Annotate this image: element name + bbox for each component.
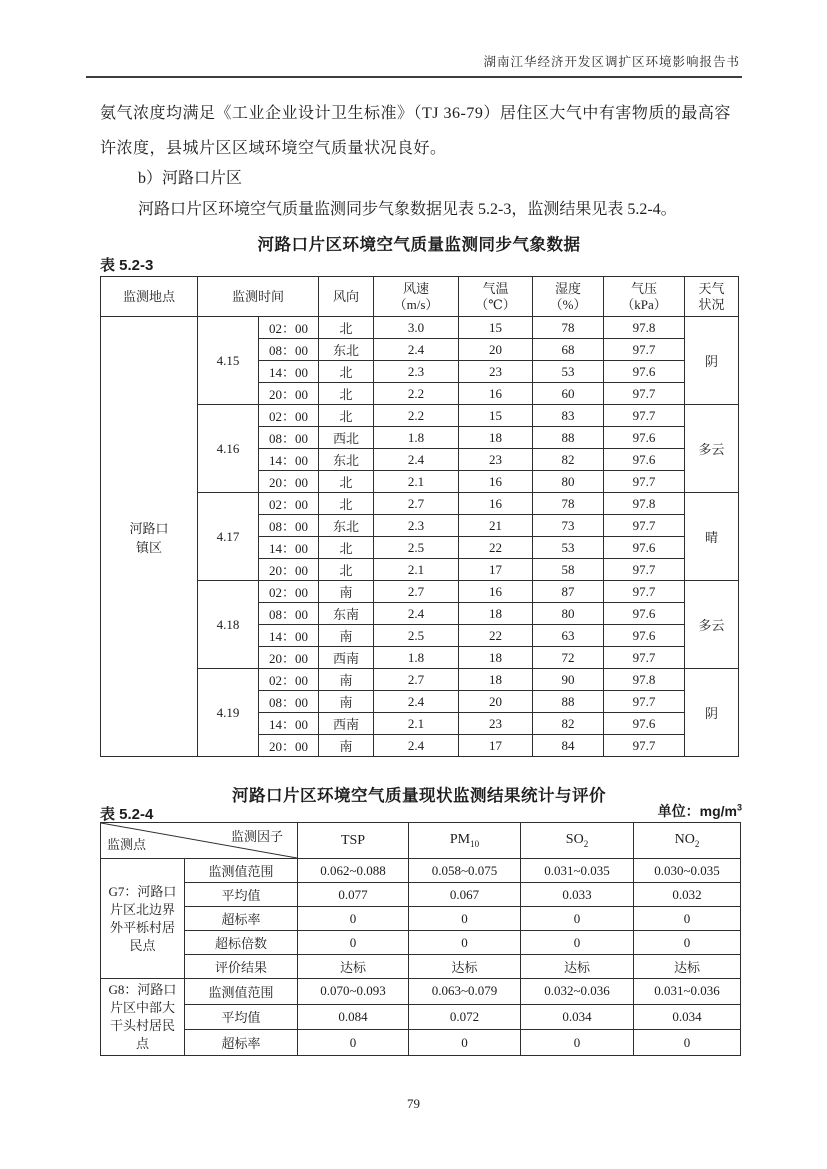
result-data-row <box>101 1004 741 1030</box>
result-table-label: 表 5.2-4 <box>100 806 154 823</box>
diagonal-header-cell <box>101 823 298 859</box>
value-cell: 0.062~0.088 <box>298 859 409 883</box>
time-cell: 02：00 <box>259 405 319 427</box>
date-cell: 4.16 <box>198 405 259 493</box>
time-cell: 14：00 <box>259 361 319 383</box>
wind-speed-cell: 2.3 <box>374 515 459 537</box>
pressure-cell: 97.6 <box>604 427 685 449</box>
wind-direction-cell: 北 <box>319 471 374 493</box>
temperature-cell: 22 <box>459 537 533 559</box>
pressure-cell: 97.6 <box>604 449 685 471</box>
value-cell: 0.034 <box>634 1004 741 1030</box>
time-cell: 20：00 <box>259 471 319 493</box>
time-cell: 20：00 <box>259 383 319 405</box>
value-cell: 达标 <box>298 955 409 979</box>
value-cell: 0 <box>409 931 521 955</box>
value-cell: 0 <box>634 931 741 955</box>
temperature-cell: 23 <box>459 449 533 471</box>
humidity-cell: 73 <box>533 515 604 537</box>
temperature-cell: 18 <box>459 603 533 625</box>
paragraph-table-reference: 河路口片区环境空气质量监测同步气象数据见表 5.2-3，监测结果见表 5.2-4。 <box>138 201 677 218</box>
pressure-cell: 97.8 <box>604 669 685 691</box>
monitoring-result-table <box>100 822 741 1056</box>
met-column-header: 天气 状况 <box>685 277 739 317</box>
humidity-cell: 78 <box>533 493 604 515</box>
meteorological-table <box>100 276 739 757</box>
wind-speed-cell: 2.4 <box>374 691 459 713</box>
met-table-body <box>101 317 739 757</box>
pressure-cell: 97.6 <box>604 603 685 625</box>
date-cell: 4.17 <box>198 493 259 581</box>
time-cell: 20：00 <box>259 647 319 669</box>
paragraph-section-b: b）河路口片区 <box>138 170 243 187</box>
humidity-cell: 78 <box>533 317 604 339</box>
temperature-cell: 20 <box>459 339 533 361</box>
value-cell: 0.063~0.079 <box>409 979 521 1005</box>
pressure-cell: 97.7 <box>604 647 685 669</box>
wind-direction-cell: 北 <box>319 317 374 339</box>
met-column-header: 风速 （m/s） <box>374 277 459 317</box>
metric-label-cell: 超标倍数 <box>185 931 298 955</box>
humidity-cell: 87 <box>533 581 604 603</box>
met-column-header: 监测时间 <box>198 277 319 317</box>
unit-text: 单位：mg/m <box>657 803 737 819</box>
result-table-header-row <box>101 823 741 859</box>
met-column-header: 气温 （℃） <box>459 277 533 317</box>
pressure-cell: 97.7 <box>604 559 685 581</box>
pollutant-column-header: $PM_{10}$ <box>409 823 521 859</box>
temperature-cell: 21 <box>459 515 533 537</box>
time-cell: 08：00 <box>259 427 319 449</box>
wind-direction-cell: 北 <box>319 559 374 581</box>
time-cell: 02：00 <box>259 669 319 691</box>
metric-label-cell: 超标率 <box>185 907 298 931</box>
weather-cell: 阴 <box>685 669 739 757</box>
metric-label-cell: 平均值 <box>185 883 298 907</box>
time-cell: 08：00 <box>259 515 319 537</box>
pollutant-column-header: $SO_2$ <box>521 823 634 859</box>
date-cell: 4.19 <box>198 669 259 757</box>
result-table-title: 河路口片区环境空气质量现状监测结果统计与评价 <box>232 787 606 805</box>
met-column-header: 监测地点 <box>101 277 198 317</box>
value-cell: 0.077 <box>298 883 409 907</box>
wind-direction-cell: 南 <box>319 625 374 647</box>
value-cell: 0 <box>409 907 521 931</box>
wind-speed-cell: 1.8 <box>374 427 459 449</box>
wind-speed-cell: 2.2 <box>374 383 459 405</box>
wind-speed-cell: 2.1 <box>374 713 459 735</box>
temperature-cell: 22 <box>459 625 533 647</box>
pressure-cell: 97.7 <box>604 735 685 757</box>
wind-speed-cell: 2.1 <box>374 471 459 493</box>
temperature-cell: 16 <box>459 383 533 405</box>
wind-direction-cell: 西北 <box>319 427 374 449</box>
time-cell: 20：00 <box>259 559 319 581</box>
value-cell: 达标 <box>634 955 741 979</box>
wind-direction-cell: 东北 <box>319 515 374 537</box>
pressure-cell: 97.7 <box>604 383 685 405</box>
wind-direction-cell: 南 <box>319 691 374 713</box>
temperature-cell: 23 <box>459 361 533 383</box>
temperature-cell: 15 <box>459 405 533 427</box>
result-data-row <box>101 931 741 955</box>
time-cell: 02：00 <box>259 317 319 339</box>
temperature-cell: 20 <box>459 691 533 713</box>
value-cell: 0 <box>634 907 741 931</box>
humidity-cell: 83 <box>533 405 604 427</box>
wind-speed-cell: 2.4 <box>374 735 459 757</box>
wind-direction-cell: 西南 <box>319 647 374 669</box>
result-table-unit <box>658 801 742 821</box>
value-cell: 0 <box>521 1030 634 1056</box>
time-cell: 14：00 <box>259 713 319 735</box>
value-cell: 达标 <box>409 955 521 979</box>
wind-direction-cell: 东南 <box>319 603 374 625</box>
value-cell: 0.058~0.075 <box>409 859 521 883</box>
page-header-title: 湖南江华经济开发区调扩区环境影响报告书 <box>483 55 740 69</box>
date-cell: 4.15 <box>198 317 259 405</box>
time-cell: 08：00 <box>259 603 319 625</box>
weather-cell: 晴 <box>685 493 739 581</box>
met-table-header-row <box>101 277 739 317</box>
value-cell: 0 <box>298 907 409 931</box>
temperature-cell: 15 <box>459 317 533 339</box>
wind-speed-cell: 2.7 <box>374 493 459 515</box>
time-cell: 02：00 <box>259 581 319 603</box>
humidity-cell: 63 <box>533 625 604 647</box>
met-column-header: 气压 （kPa） <box>604 277 685 317</box>
humidity-cell: 60 <box>533 383 604 405</box>
value-cell: 0 <box>409 1030 521 1056</box>
value-cell: 0 <box>634 1030 741 1056</box>
time-cell: 02：00 <box>259 493 319 515</box>
wind-speed-cell: 2.4 <box>374 339 459 361</box>
pressure-cell: 97.8 <box>604 493 685 515</box>
humidity-cell: 68 <box>533 339 604 361</box>
value-cell: 0.034 <box>521 1004 634 1030</box>
value-cell: 0.070~0.093 <box>298 979 409 1005</box>
wind-direction-cell: 北 <box>319 537 374 559</box>
pollutant-column-header: $NO_2$ <box>634 823 741 859</box>
paragraph-ammonia-standard: 氨气浓度均满足《工业企业设计卫生标准》（TJ 36-79）居住区大气中有害物质的最高容许浓度，县城片区区域环境空气质量状况良好。 <box>100 105 731 157</box>
metric-label-cell: 评价结果 <box>185 955 298 979</box>
met-table-title: 河路口片区环境空气质量监测同步气象数据 <box>257 236 581 254</box>
wind-direction-cell: 东北 <box>319 449 374 471</box>
value-cell: 达标 <box>521 955 634 979</box>
temperature-cell: 18 <box>459 669 533 691</box>
pressure-cell: 97.7 <box>604 581 685 603</box>
wind-speed-cell: 2.5 <box>374 537 459 559</box>
wind-speed-cell: 2.4 <box>374 449 459 471</box>
value-cell: 0.031~0.035 <box>521 859 634 883</box>
pressure-cell: 97.6 <box>604 361 685 383</box>
pressure-cell: 97.6 <box>604 713 685 735</box>
temperature-cell: 18 <box>459 647 533 669</box>
pressure-cell: 97.7 <box>604 515 685 537</box>
wind-speed-cell: 2.1 <box>374 559 459 581</box>
wind-direction-cell: 南 <box>319 735 374 757</box>
time-cell: 08：00 <box>259 339 319 361</box>
location-cell: 河路口 镇区 <box>101 317 198 757</box>
time-cell: 20：00 <box>259 735 319 757</box>
unit-superscript: 3 <box>736 802 742 813</box>
weather-cell: 阴 <box>685 317 739 405</box>
wind-speed-cell: 3.0 <box>374 317 459 339</box>
weather-cell: 多云 <box>685 405 739 493</box>
humidity-cell: 90 <box>533 669 604 691</box>
header-rule <box>86 76 742 78</box>
pressure-cell: 97.6 <box>604 625 685 647</box>
value-cell: 0 <box>298 1030 409 1056</box>
value-cell: 0 <box>521 931 634 955</box>
humidity-cell: 82 <box>533 449 604 471</box>
temperature-cell: 16 <box>459 581 533 603</box>
temperature-cell: 17 <box>459 735 533 757</box>
wind-speed-cell: 2.2 <box>374 405 459 427</box>
humidity-cell: 88 <box>533 427 604 449</box>
weather-cell: 多云 <box>685 581 739 669</box>
time-cell: 14：00 <box>259 449 319 471</box>
wind-speed-cell: 1.8 <box>374 647 459 669</box>
corner-label-monitoring-site: 监测点 <box>107 837 147 852</box>
temperature-cell: 16 <box>459 493 533 515</box>
value-cell: 0.031~0.036 <box>634 979 741 1005</box>
temperature-cell: 18 <box>459 427 533 449</box>
humidity-cell: 80 <box>533 471 604 493</box>
pressure-cell: 97.8 <box>604 317 685 339</box>
humidity-cell: 72 <box>533 647 604 669</box>
humidity-cell: 53 <box>533 361 604 383</box>
met-column-header: 湿度 （%） <box>533 277 604 317</box>
wind-direction-cell: 西南 <box>319 713 374 735</box>
wind-direction-cell: 北 <box>319 405 374 427</box>
pressure-cell: 97.7 <box>604 471 685 493</box>
value-cell: 0.072 <box>409 1004 521 1030</box>
humidity-cell: 53 <box>533 537 604 559</box>
humidity-cell: 58 <box>533 559 604 581</box>
pressure-cell: 97.7 <box>604 339 685 361</box>
wind-direction-cell: 南 <box>319 669 374 691</box>
wind-speed-cell: 2.7 <box>374 669 459 691</box>
value-cell: 0.032~0.036 <box>521 979 634 1005</box>
met-table-label: 表 5.2-3 <box>100 257 154 274</box>
wind-speed-cell: 2.5 <box>374 625 459 647</box>
time-cell: 14：00 <box>259 625 319 647</box>
result-data-row <box>101 979 741 1005</box>
pressure-cell: 97.6 <box>604 537 685 559</box>
result-data-row <box>101 955 741 979</box>
wind-speed-cell: 2.7 <box>374 581 459 603</box>
temperature-cell: 23 <box>459 713 533 735</box>
humidity-cell: 88 <box>533 691 604 713</box>
result-data-row <box>101 1030 741 1056</box>
date-cell: 4.18 <box>198 581 259 669</box>
wind-direction-cell: 南 <box>319 581 374 603</box>
wind-direction-cell: 北 <box>319 493 374 515</box>
wind-speed-cell: 2.3 <box>374 361 459 383</box>
humidity-cell: 82 <box>533 713 604 735</box>
value-cell: 0.033 <box>521 883 634 907</box>
pressure-cell: 97.7 <box>604 691 685 713</box>
wind-direction-cell: 北 <box>319 383 374 405</box>
metric-label-cell: 监测值范围 <box>185 979 298 1005</box>
result-data-row <box>101 907 741 931</box>
metric-label-cell: 监测值范围 <box>185 859 298 883</box>
value-cell: 0.084 <box>298 1004 409 1030</box>
result-data-row <box>101 859 741 883</box>
metric-label-cell: 平均值 <box>185 1004 298 1030</box>
time-cell: 14：00 <box>259 537 319 559</box>
met-column-header: 风向 <box>319 277 374 317</box>
value-cell: 0 <box>298 931 409 955</box>
site-label-cell: G8：河路口片区中部大干头村居民点 <box>101 979 185 1056</box>
humidity-cell: 80 <box>533 603 604 625</box>
pressure-cell: 97.7 <box>604 405 685 427</box>
wind-direction-cell: 东北 <box>319 339 374 361</box>
result-data-row <box>101 883 741 907</box>
metric-label-cell: 超标率 <box>185 1030 298 1056</box>
site-label-cell: G7：河路口片区北边界外平栎村居民点 <box>101 859 185 979</box>
value-cell: 0.067 <box>409 883 521 907</box>
wind-speed-cell: 2.4 <box>374 603 459 625</box>
humidity-cell: 84 <box>533 735 604 757</box>
value-cell: 0.032 <box>634 883 741 907</box>
pollutant-column-header: TSP <box>298 823 409 859</box>
wind-direction-cell: 北 <box>319 361 374 383</box>
value-cell: 0.030~0.035 <box>634 859 741 883</box>
page-number: 79 <box>407 1096 420 1111</box>
time-cell: 08：00 <box>259 691 319 713</box>
corner-label-monitoring-factor: 监测因子 <box>230 829 283 844</box>
result-table-body <box>101 859 741 1056</box>
temperature-cell: 16 <box>459 471 533 493</box>
met-data-row <box>101 317 739 339</box>
temperature-cell: 17 <box>459 559 533 581</box>
value-cell: 0 <box>521 907 634 931</box>
